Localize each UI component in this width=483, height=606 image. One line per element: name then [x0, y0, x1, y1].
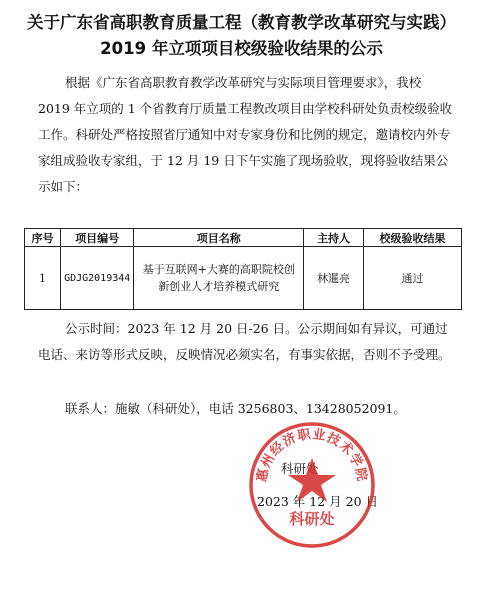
cell-index: 1 — [25, 247, 61, 310]
header-index: 序号 — [25, 229, 61, 247]
intro-paragraph: 根据《广东省高职教育教学改革研究与实际项目管理要求》，我校 2019 年立项的 1 个省教育厅质量工程教改项目由学校科研处负责校级验收工作。科研处严格按照省厅通知中对专家身份和比例的规定，邀请校内外专家组成验收专家组，于 12 月 19 日下午实施了现场验收，现将验收结果公示如下： — [38, 75, 453, 194]
seal-star-icon — [288, 458, 336, 502]
notice-paragraph: 公示时间：2023 年 12 月 20 日-26 日。公示期间如有异议，可通过电话、来访等形式反映，反映情况必须实名，有事实依据，否则不予受理。 — [38, 321, 451, 362]
official-seal-icon — [247, 420, 377, 550]
cell-result: 通过 — [364, 247, 462, 310]
table-header-row — [25, 229, 462, 247]
cell-project-code: GDJG2019344 — [61, 247, 134, 310]
signature-org: 科研处 — [281, 461, 319, 476]
result-table — [24, 228, 462, 310]
header-host: 主持人 — [304, 229, 364, 247]
contact-paragraph: 联系人：施敏（科研处），电话 3256803、13428052091。 — [65, 401, 406, 416]
table-row — [25, 247, 462, 310]
header-project-code: 项目编号 — [61, 229, 134, 247]
signature-date: 2023 年 12 月 20 日 — [257, 494, 378, 509]
cell-host: 林暹亮 — [304, 247, 364, 310]
cell-project-name: 基于互联网+大赛的高职院校创新创业人才培养模式研究 — [134, 247, 304, 310]
document-title: 关于广东省高职教育质量工程（教育教学改革研究与实践）2019 年立项项目校级验收结果的公示 — [27, 13, 456, 58]
seal-center-text: 科研处 — [289, 510, 335, 528]
header-result: 校级验收结果 — [364, 229, 462, 247]
header-project-name: 项目名称 — [134, 229, 304, 247]
seal-ring-text: 惠州经济职业技术学院 — [254, 427, 370, 484]
